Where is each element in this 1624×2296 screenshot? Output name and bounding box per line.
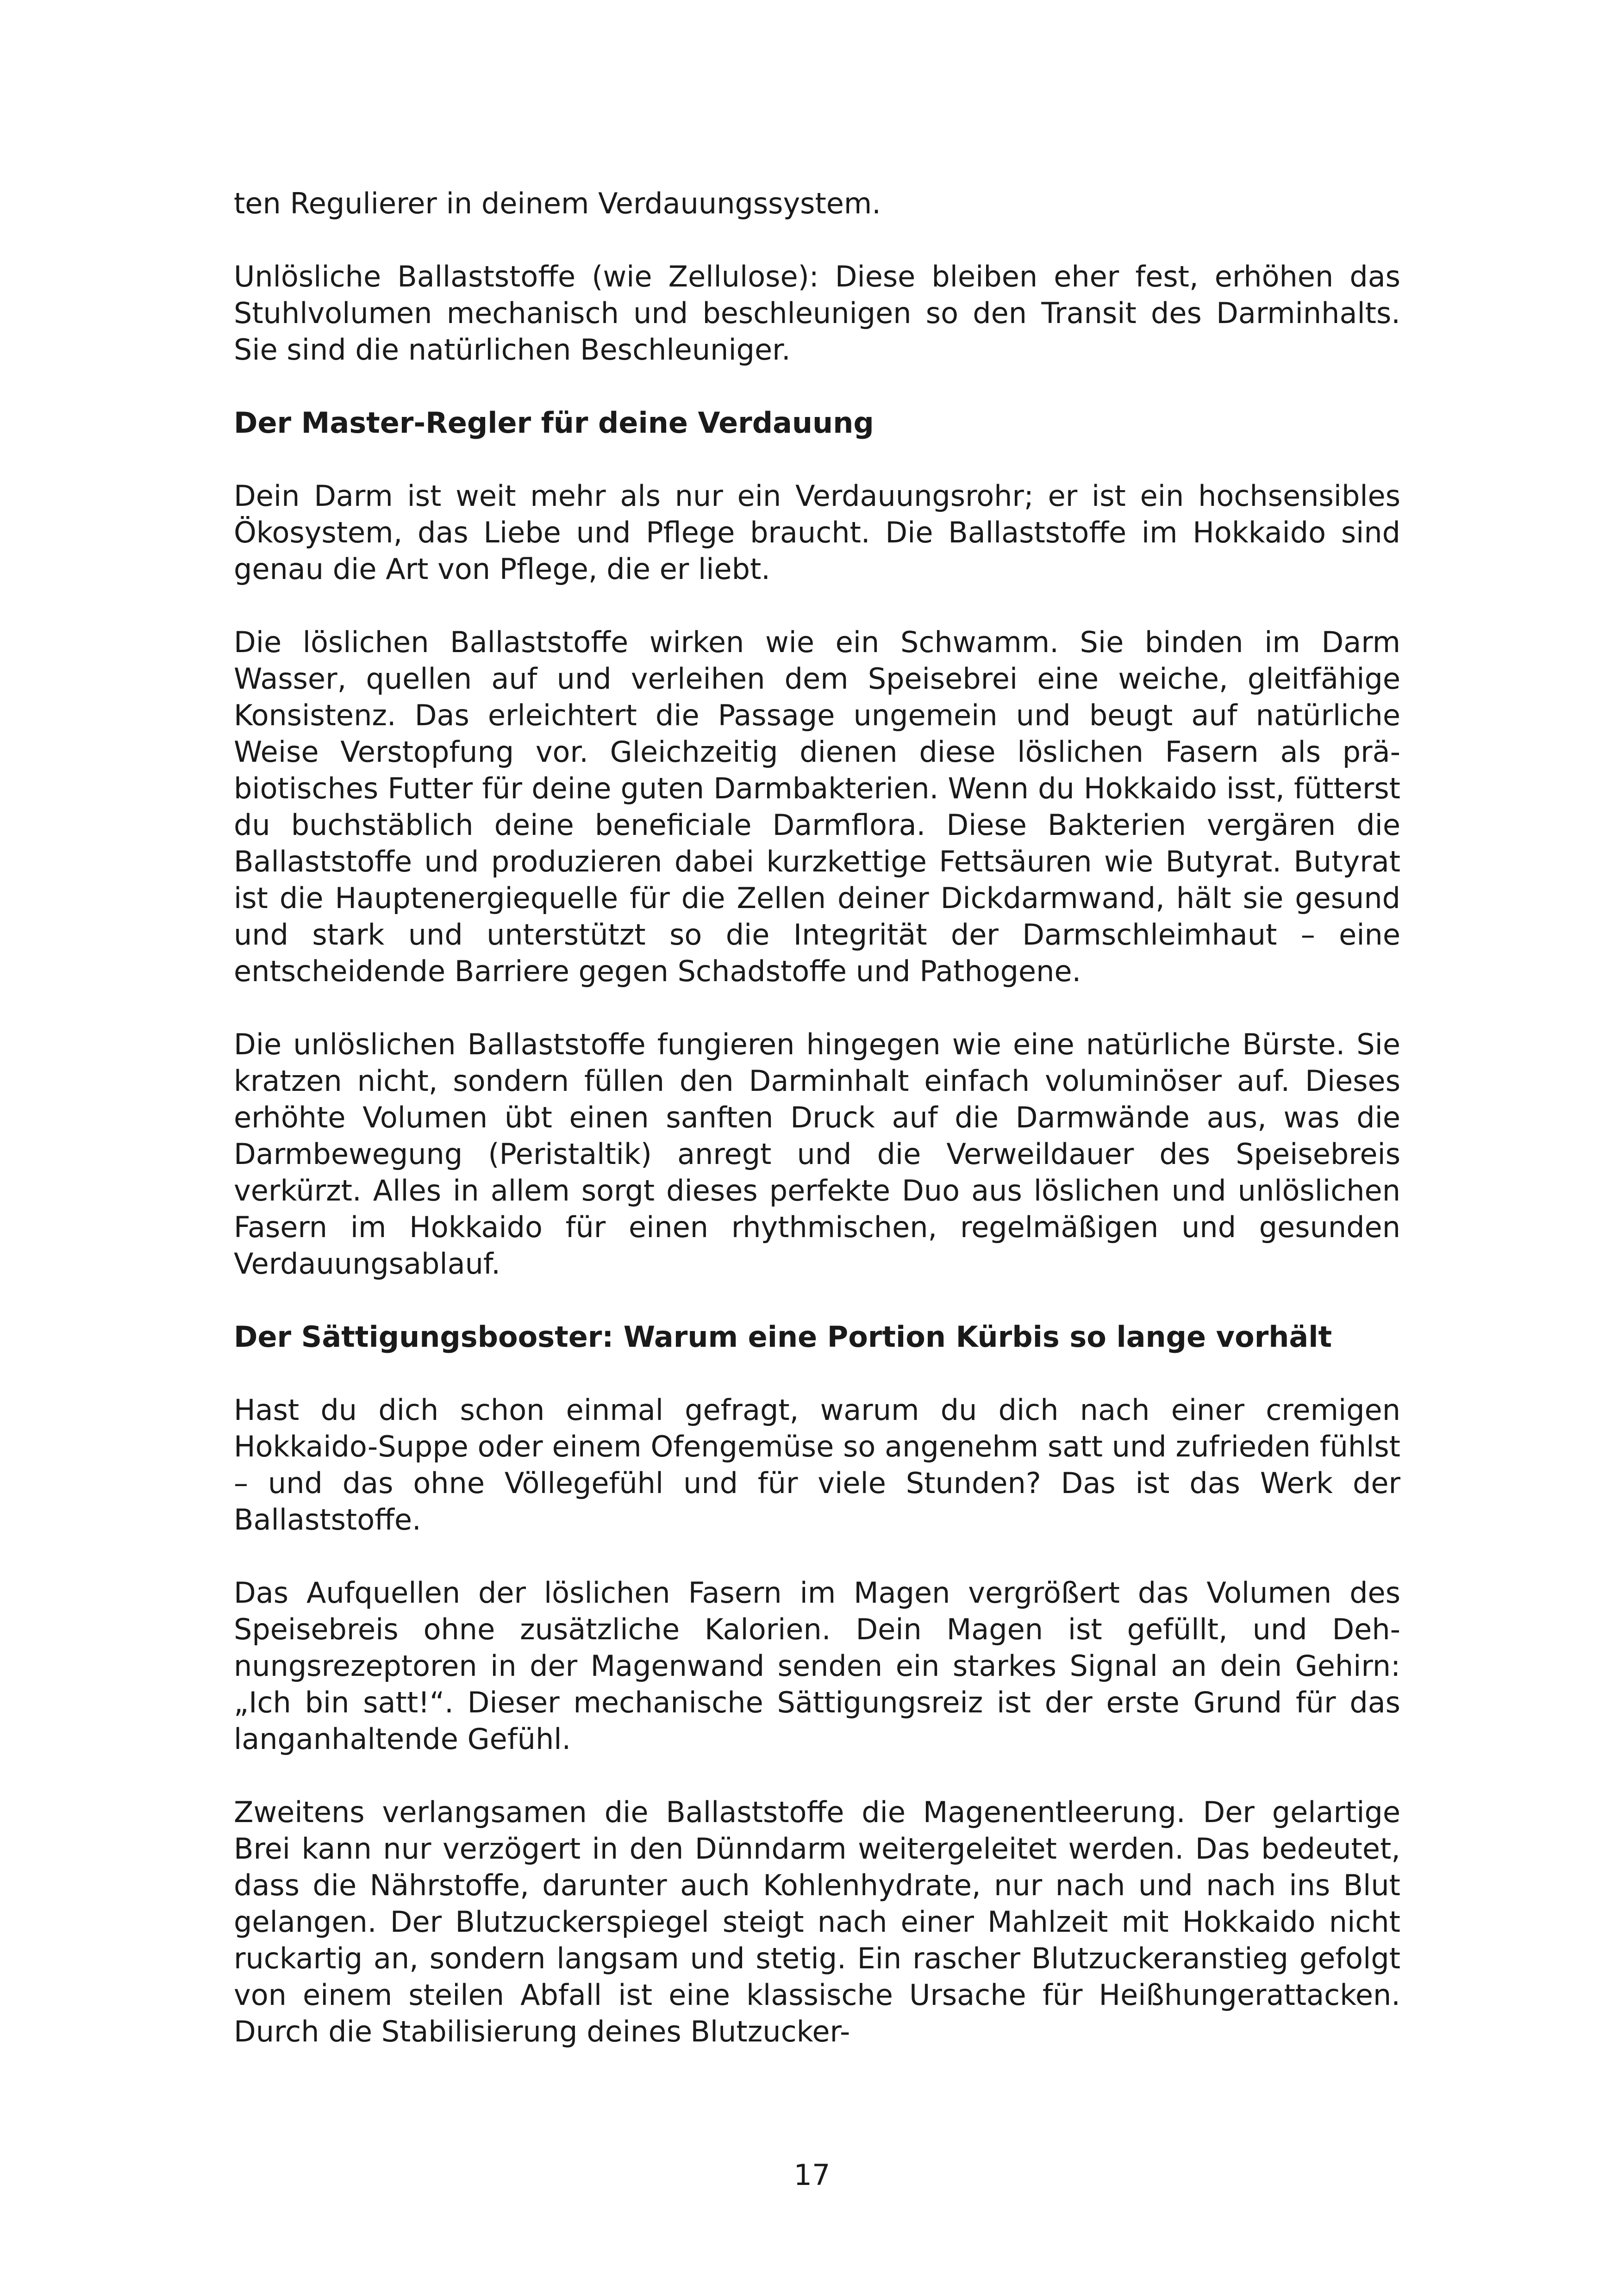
paragraph-satiety-question: Hast du dich schon einmal gefragt, warum du dich nach einer cremigen Hokkaido-Suppe oder einem Ofengemüse so angenehm satt und zufrieden fühlst – und das ohne Völlegefühl und für viele Stunden? Das ist das Werk der Ballaststoffe. [234,1393,1400,1537]
paragraph-insoluble-fiber: Unlösliche Ballaststoffe (wie Zellulose): Diese bleiben eher fest, erhöhen das Stuhlvolumen mechanisch und beschleunigen so den Transit des Darminhalts. Sie sind die natürlichen Beschleuniger. [234,260,1400,367]
paragraph-soluble-fiber: Die löslichen Ballaststoffe wirken wie ein Schwamm. Sie binden im Darm Wasser, quellen auf und verleihen dem Speisebrei eine weiche, gleitfähige Konsistenz. Das erleichtert die Passage ungemein und beugt auf natürliche Weise Verstopfung vor. Gleichzeitig dienen diese löslichen Fasern als präbiotisches Futter für deine guten Darmbakterien. Wenn du Hokkaido isst, fütterst du buchstäblich deine beneficiale Darmflora. Diese Bakterien vergären die Ballaststoffe und produzieren dabei kurzkettige Fettsäuren wie Butyrat. Butyrat ist die Hauptenergiequelle für die Zellen deiner Dickdarmwand, hält sie gesund und stark und unterstützt so die Integrität der Darmschleimhaut – eine entscheidende Barriere gegen Schadstoffe und Pathogene. [234,625,1400,988]
page-number: 17 [793,2158,831,2192]
section-heading-master-regulator: Der Master-Regler für deine Verdauung [234,406,874,440]
paragraph-gut-ecosystem: Dein Darm ist weit mehr als nur ein Verdauungsrohr; er ist ein hochsensibles Ökosystem, das Liebe und Pflege braucht. Die Ballaststoffe im Hokkaido sind genau die Art von Pflege, die er liebt. [234,479,1400,586]
paragraph-gastric-emptying: Zweitens verlangsamen die Ballaststoffe die Magenentleerung. Der gelartige Brei kann nur verzögert in den Dünndarm weitergeleitet werden. Das bedeutet, dass die Nährstoffe, darunter auch Kohlenhydrate, nur nach und nach ins Blut gelangen. Der Blutzuckerspiegel steigt nach einer Mahlzeit mit Hokkaido nicht ruckartig an, sondern langsam und stetig. Ein rascher Blutzuckeranstieg gefolgt von einem steilen Abfall ist eine klassische Ursache für Heißhungerattacken. Durch die Stabilisierung deines Blutzucker- [234,1795,1400,2048]
paragraph-stomach-volume: Das Aufquellen der löslichen Fasern im Magen vergrößert das Volumen des Speisebreis ohne zusätzliche Kalorien. Dein Magen ist gefüllt, und Dehnungsrezeptoren in der Magenwand senden ein starkes Signal an dein Gehirn: „Ich bin satt!“. Dieser mechanische Sättigungsreiz ist der erste Grund für das langanhaltende Gefühl. [234,1576,1400,1756]
section-heading-satiety-booster: Der Sättigungsbooster: Warum eine Portion Kürbis so lange vorhält [234,1320,1332,1354]
paragraph-continuation: ten Regulierer in deinem Verdauungssystem. [234,187,881,220]
page-body [234,185,1400,2050]
paragraph-insoluble-brush: Die unlöslichen Ballaststoffe fungieren hingegen wie eine natürliche Bürste. Sie kratzen nicht, sondern füllen den Darminhalt einfach voluminöser auf. Dieses erhöhte Volumen übt einen sanften Druck auf die Darmwände aus, was die Darmbewegung (Peristaltik) anregt und die Verweildauer des Speisebreis verkürzt. Alles in allem sorgt dieses perfekte Duo aus löslichen und unlöslichen Fasern im Hokkaido für einen rhythmischen, regelmäßigen und gesunden Verdauungsablauf. [234,1027,1400,1281]
